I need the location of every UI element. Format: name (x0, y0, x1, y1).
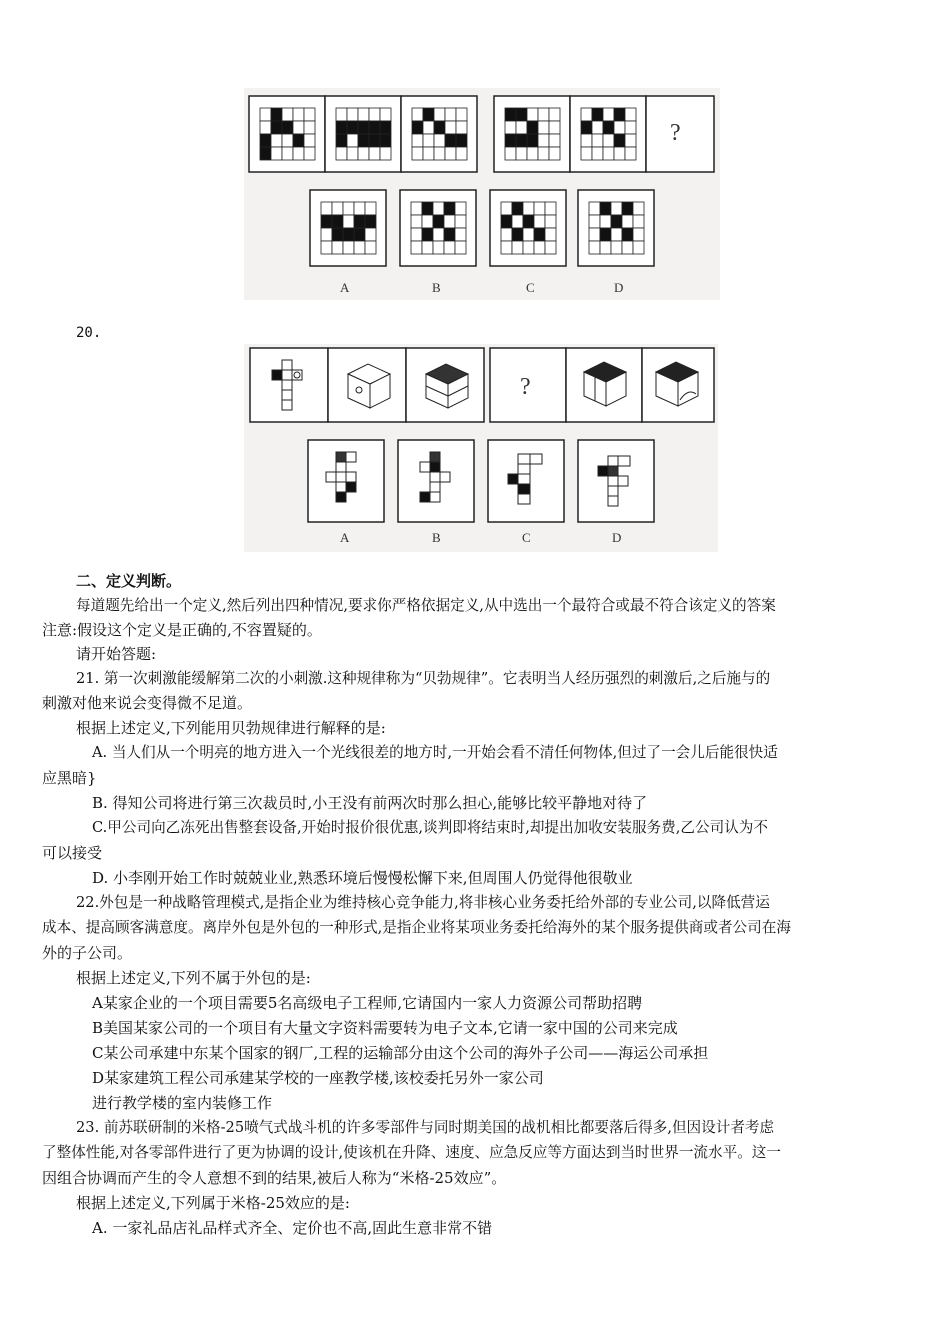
q19-figure (244, 88, 720, 300)
q19-grid-cell (444, 215, 455, 228)
q19-grid-cell (455, 241, 466, 254)
q21-stem-line-2: 刺激对他来说会变得微不足道。 (42, 694, 253, 712)
q19-grid-cell (293, 134, 304, 147)
q19-grid-cell (423, 134, 434, 147)
q19-grid-cell (516, 121, 527, 134)
q19-grid-cell (369, 147, 380, 160)
q19-grid-cell (332, 202, 343, 215)
q19-grid-cell (445, 147, 456, 160)
q22-stem-line-2: 成本、提高顾客满意度。离岸外包是外包的一种形式,是指企业将某项业务委托给海外的某个服务提供商或者公司在海 (42, 919, 791, 936)
q19-grid-cell (282, 134, 293, 147)
q19-grid-cell (260, 121, 271, 134)
q19-grid-cell (581, 108, 592, 121)
q19-grid-cell (444, 228, 455, 241)
q21-stem-line-1: 21. 第一次刺激能缓解第二次的小刺激.这种规律称为“贝勃规律”。它表明当人经历强烈的刺激后,之后施与的 (76, 670, 771, 687)
q19-grid-cell (260, 108, 271, 121)
q21-option-b[interactable]: B. 得知公司将进行第三次裁员时,小王没有前两次时那么担心,能够比较平静地对待了 (92, 794, 648, 812)
q20-puzzle-svg (244, 344, 718, 552)
q19-grid-cell (412, 108, 423, 121)
q19-grid-cell (545, 215, 556, 228)
q19-grid-cell (358, 108, 369, 121)
q21-prompt: 根据上述定义,下列能用贝勃规律进行解释的是: (76, 719, 386, 737)
q19-grid-cell (603, 147, 614, 160)
q19-grid-cell (614, 147, 625, 160)
q19-grid-cell (505, 147, 516, 160)
q20-option-label-a[interactable]: A (340, 530, 350, 545)
q19-grid-cell (534, 241, 545, 254)
q19-grid-cell (369, 121, 380, 134)
q19-grid-cell (523, 228, 534, 241)
section-heading: 二、定义判断。 (76, 572, 182, 590)
q19-grid-cell (527, 108, 538, 121)
q19-grid-cell (581, 121, 592, 134)
q19-grid-cell (527, 121, 538, 134)
q20-cube-6 (656, 362, 698, 406)
q19-grid-cell (527, 134, 538, 147)
q19-grid-cell (625, 147, 636, 160)
q19-grid-cell (625, 134, 636, 147)
q19-grid-cell (444, 202, 455, 215)
q19-grid-cell (336, 121, 347, 134)
q23-prompt: 根据上述定义,下列属于米格-25效应的是: (76, 1194, 350, 1212)
q19-grid-cell (505, 108, 516, 121)
instructions-line-2: 注意:假设这个定义是正确的,不容置疑的。 (42, 621, 322, 639)
q19-grid-cell (538, 147, 549, 160)
q19-grid-cell (622, 241, 633, 254)
q19-grid-cell (538, 121, 549, 134)
q19-grid-cell (538, 134, 549, 147)
q19-grid-cell (293, 108, 304, 121)
q19-grid-cell (282, 108, 293, 121)
q19-grid-cell (282, 147, 293, 160)
q19-grid-cell (336, 147, 347, 160)
q19-grid-cell (354, 241, 365, 254)
q22-stem-line-1: 22.外包是一种战略管理模式,是指企业为维持核心竞争能力,将非核心业务委托给外部的专业公司,以降低营运 (76, 894, 770, 911)
q19-puzzle-svg (244, 88, 720, 300)
q19-grid-cell (380, 121, 391, 134)
q19-grid-cell (304, 134, 315, 147)
q23-stem-line-2: 了整体性能,对各零部件进行了更为协调的设计,使该机在升降、速度、应急反应等方面达到当时世界一流水平。这一 (42, 1144, 781, 1161)
q19-grid-cell (600, 228, 611, 241)
q19-option-label-d[interactable]: D (614, 280, 624, 295)
q20-number: 20. (76, 325, 102, 341)
q19-grid-cell (614, 121, 625, 134)
q19-grid-cell (455, 215, 466, 228)
q19-grid-cell (271, 147, 282, 160)
q19-grid-cell (516, 108, 527, 121)
q19-grid-cell (523, 215, 534, 228)
q19-grid-cell (633, 202, 644, 215)
q19-grid-cell (501, 215, 512, 228)
q19-grid-cell (611, 228, 622, 241)
q19-grid-cell (633, 241, 644, 254)
q19-option-label-b[interactable]: B (432, 280, 441, 295)
q22-prompt: 根据上述定义,下列不属于外包的是: (76, 969, 311, 987)
q20-cube-2 (348, 364, 390, 408)
q19-grid-cell (622, 215, 633, 228)
q19-grid-cell (293, 147, 304, 160)
q19-grid-cell (412, 134, 423, 147)
q19-grid-cell (592, 134, 603, 147)
q19-grid-cell (271, 108, 282, 121)
q19-grid-cell (592, 121, 603, 134)
q19-question-mark: ? (670, 120, 681, 146)
q19-grid-cell (527, 147, 538, 160)
q20-option-label-c[interactable]: C (522, 530, 531, 545)
q19-grid-cell (445, 121, 456, 134)
q19-grid-cell (505, 134, 516, 147)
q19-grid-cell (365, 202, 376, 215)
q19-grid-cell (282, 121, 293, 134)
q19-grid-cell (433, 202, 444, 215)
q19-grid-cell (422, 215, 433, 228)
q20-cube-5 (584, 362, 626, 406)
q19-grid-cell (434, 134, 445, 147)
q19-grid-cell (347, 121, 358, 134)
q19-grid-cell (592, 108, 603, 121)
q19-grid-cell (358, 134, 369, 147)
q19-grid-cell (534, 215, 545, 228)
q19-grid-cell (611, 202, 622, 215)
q19-grid-cell (603, 108, 614, 121)
q19-top-row (249, 96, 714, 172)
q19-grid-cell (365, 241, 376, 254)
q19-grid-cell (501, 228, 512, 241)
q19-grid-cell (545, 202, 556, 215)
q19-grid-cell (614, 108, 625, 121)
q22-stem-line-3: 外的子公司。 (42, 944, 133, 962)
q19-grid-cell (600, 215, 611, 228)
q19-grid-cell (622, 202, 633, 215)
q22-option-d-line-1[interactable]: D某家建筑工程公司承建某学校的一座教学楼,该校委托另外一家公司 (92, 1069, 544, 1087)
q19-grid-cell (332, 215, 343, 228)
q19-grid-cell (434, 108, 445, 121)
q19-grid-cell (422, 241, 433, 254)
q19-grid-cell (549, 147, 560, 160)
q19-grid-cell (534, 202, 545, 215)
q19-grid-cell (343, 202, 354, 215)
q23-stem-line-3: 因组合协调而产生的令人意想不到的结果,被后人称为“米格-25效应”。 (42, 1169, 507, 1187)
q19-grid-cell (625, 108, 636, 121)
q19-grid-cell (412, 147, 423, 160)
q21-option-a-line-2[interactable]: 应黑暗} (42, 769, 97, 787)
q19-grid-cell (422, 202, 433, 215)
q19-grid-cell (304, 121, 315, 134)
q19-grid-cell (304, 108, 315, 121)
q19-grid-cell (445, 134, 456, 147)
q19-grid-cell (600, 202, 611, 215)
q19-grid-cell (600, 241, 611, 254)
q19-grid-cell (455, 228, 466, 241)
q19-grid-cell (411, 228, 422, 241)
q19-grid-cell (347, 134, 358, 147)
q20-option-label-d[interactable]: D (612, 530, 622, 545)
q19-grid-cell (354, 228, 365, 241)
q19-grid-cell (549, 108, 560, 121)
q20-figure (244, 344, 718, 552)
q19-grid-cell (523, 202, 534, 215)
q19-grid-cell (611, 241, 622, 254)
q19-grid-cell (589, 202, 600, 215)
q19-grid-cell (343, 228, 354, 241)
q19-grid-cell (332, 241, 343, 254)
q19-grid-cell (423, 121, 434, 134)
q19-grid-cell (343, 215, 354, 228)
q19-grid-cell (304, 147, 315, 160)
q19-grid-cell (380, 134, 391, 147)
q19-grid-cell (456, 108, 467, 121)
q19-grid-cell (347, 147, 358, 160)
q19-grid-cell (260, 147, 271, 160)
q19-grid-cell (271, 134, 282, 147)
q19-grid-cell (603, 121, 614, 134)
q19-grid-cell (516, 147, 527, 160)
q19-grid-cell (505, 121, 516, 134)
q19-grid-cell (581, 147, 592, 160)
q19-grid-cell (501, 241, 512, 254)
q19-grid-cell (545, 241, 556, 254)
q21-option-d[interactable]: D. 小李刚开始工作时兢兢业业,熟悉环境后慢慢松懈下来,但周围人仍觉得他很敬业 (92, 869, 633, 887)
q19-grid-cell (354, 202, 365, 215)
q19-grid-cell (545, 228, 556, 241)
q22-option-d-line-2[interactable]: 进行教学楼的室内装修工作 (92, 1094, 273, 1112)
q20-option-label-b[interactable]: B (432, 530, 441, 545)
q19-grid-cell (380, 108, 391, 121)
q19-grid-cell (581, 134, 592, 147)
q22-option-c[interactable]: C某公司承建中东某个国家的钢厂,工程的运输部分由这个公司的海外子公司——海运公司承担 (92, 1044, 709, 1062)
q19-grid-cell (549, 134, 560, 147)
q19-grid-cell (523, 241, 534, 254)
q19-grid-cell (293, 121, 304, 134)
q20-cube-3 (426, 364, 468, 408)
q19-grid-cell (358, 121, 369, 134)
q19-grid-cell (589, 228, 600, 241)
q19-grid-cell (516, 134, 527, 147)
q19-grid-cell (456, 134, 467, 147)
q19-grid-cell (321, 202, 332, 215)
q19-grid-cell (625, 121, 636, 134)
q19-grid-cell (271, 121, 282, 134)
q19-grid-cell (534, 228, 545, 241)
q19-grid-cell (512, 202, 523, 215)
q19-grid-cell (433, 241, 444, 254)
q19-grid-cell (456, 147, 467, 160)
q19-grid-cell (411, 215, 422, 228)
q19-option-label-a[interactable]: A (340, 280, 350, 295)
q22-option-b[interactable]: B美国某家公司的一个项目有大量文字资料需要转为电子文本,它请一家中国的公司来完成 (92, 1019, 678, 1037)
q19-grid-cell (614, 134, 625, 147)
q22-option-a[interactable]: A某家企业的一个项目需要5名高级电子工程师,它请国内一家人力资源公司帮助招聘 (92, 994, 643, 1012)
q19-grid-cell (369, 108, 380, 121)
q21-option-c-line-2[interactable]: 可以接受 (42, 844, 103, 862)
q20-question-mark: ? (520, 374, 531, 400)
q19-grid-cell (369, 134, 380, 147)
q19-grid-cell (433, 215, 444, 228)
q19-grid-cell (365, 228, 376, 241)
q19-grid-cell (411, 202, 422, 215)
q19-grid-cell (354, 215, 365, 228)
q19-grid-cell (434, 121, 445, 134)
q19-grid-cell (444, 241, 455, 254)
q19-grid-cell (633, 215, 644, 228)
q19-grid-cell (422, 228, 433, 241)
q19-grid-cell (611, 215, 622, 228)
q19-grid-cell (589, 215, 600, 228)
q19-grid-cell (260, 134, 271, 147)
start-prompt: 请开始答题: (76, 645, 157, 663)
q19-grid-cell (423, 147, 434, 160)
q19-grid-cell (321, 215, 332, 228)
q19-grid-cell (434, 147, 445, 160)
q19-grid-cell (358, 147, 369, 160)
q19-grid-cell (380, 147, 391, 160)
q23-option-a[interactable]: A. 一家礼品店礼品样式齐全、定价也不高,固此生意非常不错 (92, 1219, 493, 1237)
q19-grid-cell (347, 108, 358, 121)
q19-grid-cell (423, 108, 434, 121)
q19-grid-cell (512, 228, 523, 241)
q19-grid-cell (512, 215, 523, 228)
q19-grid-cell (633, 228, 644, 241)
q19-grid-cell (412, 121, 423, 134)
q19-grid-cell (603, 134, 614, 147)
q19-grid-cell (589, 241, 600, 254)
q19-grid-cell (592, 147, 603, 160)
q19-grid-cell (321, 228, 332, 241)
q19-grid-cell (411, 241, 422, 254)
q19-grid-cell (538, 108, 549, 121)
q19-grid-cell (456, 121, 467, 134)
q19-grid-cell (343, 241, 354, 254)
q19-grid-cell (433, 228, 444, 241)
q19-grid-cell (455, 202, 466, 215)
instructions-line-1: 每道题先给出一个定义,然后列出四种情况,要求你严格依据定义,从中选出一个最符合或最不符合该定义的答案 (76, 597, 776, 614)
q19-grid-cell (549, 121, 560, 134)
q19-grid-cell (501, 202, 512, 215)
q21-option-a-line-1[interactable]: A. 当人们从一个明亮的地方进入一个光线很差的地方时,一开始会看不清任何物体,但过了一会儿后能很快适 (92, 744, 778, 761)
q19-grid-cell (336, 108, 347, 121)
q19-option-label-c[interactable]: C (526, 280, 535, 295)
q21-option-c-line-1[interactable]: C.甲公司向乙冻死出售整套设备,开始时报价很优惠,谈判即将结束时,却提出加收安装服务费,乙公司认为不 (92, 819, 768, 836)
q23-stem-line-1: 23. 前苏联研制的米格-25喷气式战斗机的许多零部件与同时期美国的战机相比都要落后得多,但因设计者考虑 (76, 1119, 775, 1136)
q19-grid-cell (365, 215, 376, 228)
q19-grid-cell (622, 228, 633, 241)
q19-grid-cell (512, 241, 523, 254)
q19-grid-cell (445, 108, 456, 121)
q19-grid-cell (332, 228, 343, 241)
q19-grid-cell (321, 241, 332, 254)
q19-grid-cell (336, 134, 347, 147)
